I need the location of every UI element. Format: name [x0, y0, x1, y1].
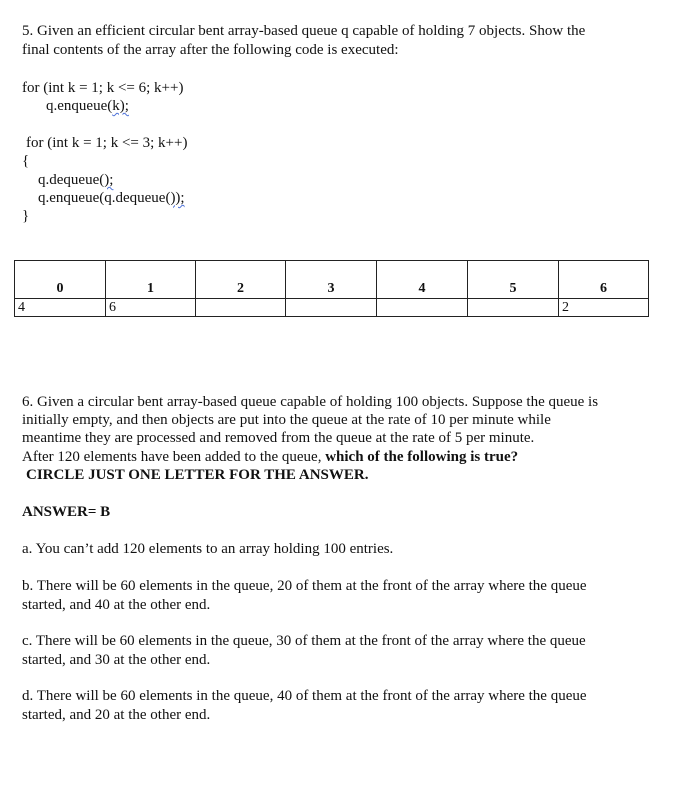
q6-text-line-2: initially empty, and then objects are put into the queue at the rate of 10 per minute while — [22, 412, 551, 428]
array-value-row — [15, 299, 649, 317]
array-index-cell: 5 — [468, 261, 559, 299]
q6-text-line-1: 6. Given a circular bent array-based queue capable of holding 100 objects. Suppose the queue is — [22, 394, 599, 410]
code-enqueue-prefix: q.enqueue( — [46, 98, 113, 114]
code-close-brace: } — [22, 208, 30, 224]
array-index-cell: 1 — [106, 261, 196, 299]
q6-question-bold: which of the following is true? — [325, 449, 519, 465]
code-enqueue-dequeue-statement — [38, 189, 185, 207]
option-d-line-2: started, and 20 at the other end. — [22, 707, 211, 723]
array-value-cell[interactable] — [377, 299, 468, 317]
array-value-cell[interactable] — [196, 299, 286, 317]
code-enqueue-dequeue-prefix: q.enqueue(q.dequeue( — [38, 190, 171, 206]
array-index-cell: 6 — [559, 261, 649, 299]
option-a: a. You can’t add 120 elements to an array holding 100 entries. — [22, 541, 394, 557]
q6-instruction: CIRCLE JUST ONE LETTER FOR THE ANSWER. — [26, 467, 369, 483]
code-dequeue-arg: ); — [104, 172, 114, 188]
option-b-line-2: started, and 40 at the other end. — [22, 597, 211, 613]
code-for-loop-1: for (int k = 1; k <= 6; k++) — [22, 80, 184, 96]
array-index-cell: 3 — [286, 261, 377, 299]
q6-text-line-4 — [22, 448, 518, 466]
array-contents-table — [14, 260, 649, 317]
array-index-cell: 4 — [377, 261, 468, 299]
array-value-cell[interactable]: 2 — [559, 299, 649, 317]
code-open-brace: { — [22, 153, 30, 169]
option-b-line-1: b. There will be 60 elements in the queue, 20 of them at the front of the array where the queue — [22, 578, 587, 594]
array-index-cell: 2 — [196, 261, 286, 299]
q6-answer: ANSWER= B — [22, 504, 111, 520]
array-index-row — [15, 261, 649, 299]
option-c-line-2: started, and 30 at the other end. — [22, 652, 211, 668]
array-value-cell[interactable]: 6 — [106, 299, 196, 317]
code-enqueue-arg: k); — [112, 98, 129, 114]
code-enqueue-statement — [46, 97, 129, 115]
code-dequeue-prefix: q.dequeue( — [38, 172, 105, 188]
q6-text-line-4-plain: After 120 elements have been added to the queue, — [22, 449, 326, 465]
q6-text-line-3: meantime they are processed and removed from the queue at the rate of 5 per minute. — [22, 430, 535, 446]
option-c-line-1: c. There will be 60 elements in the queue, 30 of them at the front of the array where the queue — [22, 633, 586, 649]
array-value-cell[interactable] — [286, 299, 377, 317]
code-enqueue-dequeue-arg: )); — [170, 190, 185, 206]
array-value-cell[interactable]: 4 — [15, 299, 106, 317]
code-dequeue-statement — [38, 171, 113, 189]
array-value-cell[interactable] — [468, 299, 559, 317]
option-d-line-1: d. There will be 60 elements in the queue, 40 of them at the front of the array where the queue — [22, 688, 587, 704]
array-index-cell: 0 — [15, 261, 106, 299]
q5-text-line-1: 5. Given an efficient circular bent array-based queue q capable of holding 7 objects. Show the — [22, 23, 586, 39]
code-for-loop-2: for (int k = 1; k <= 3; k++) — [26, 135, 188, 151]
q5-text-line-2: final contents of the array after the following code is executed: — [22, 42, 399, 58]
